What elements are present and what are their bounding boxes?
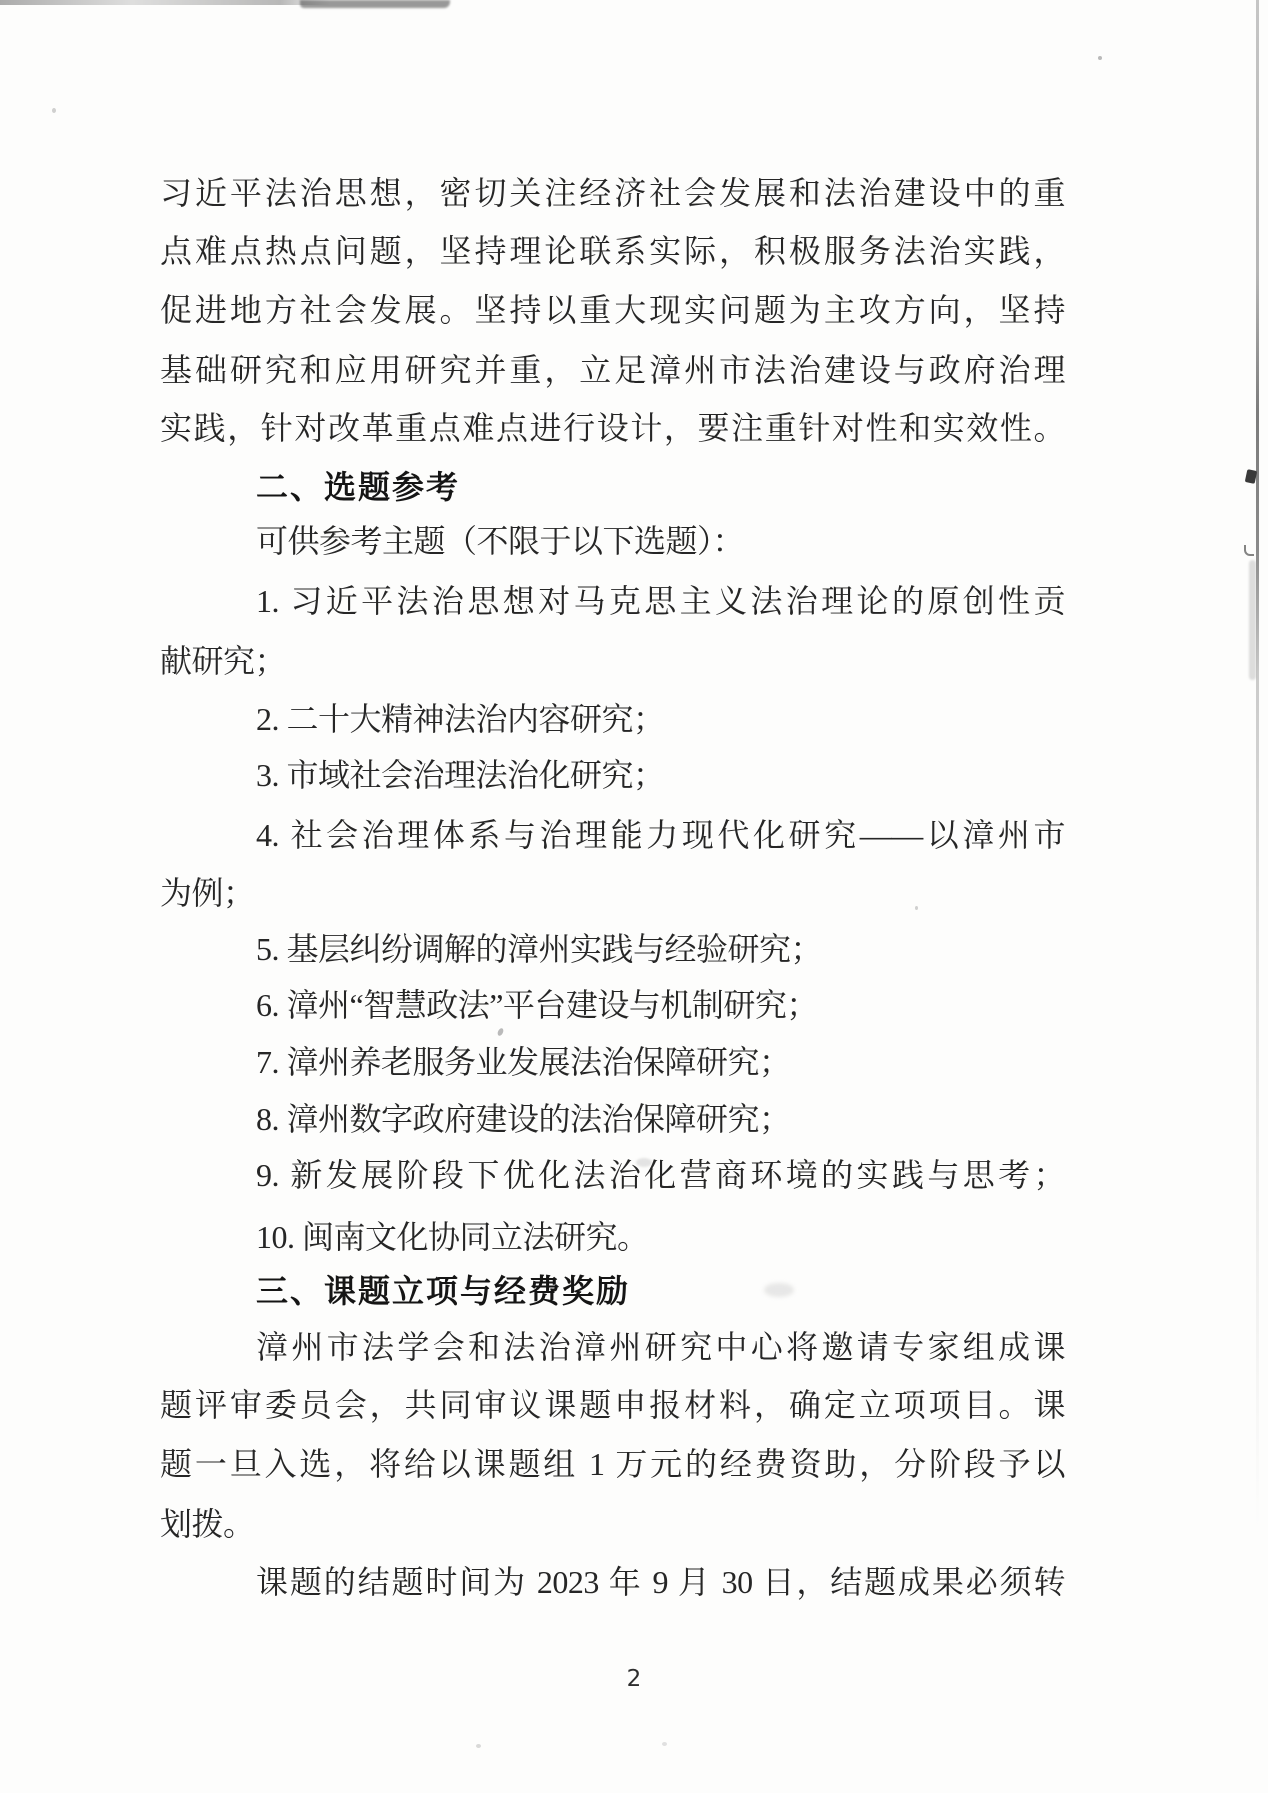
list-item-1: 1. 习近平法治思想对马克思主义法治理论的原创性贡 [256,583,1065,619]
section-heading-2: 二、选题参考 [256,469,461,505]
list-item-6: 6. 漳州“智慧政法”平台建设与机制研究； [256,987,818,1023]
page-number: 2 [626,1666,642,1692]
list-item-8: 8. 漳州数字政府建设的法治保障研究； [256,1101,791,1137]
list-item-4: 4. 社会治理体系与治理能力现代化研究——以漳州市 [256,817,1065,853]
text-line: 基础研究和应用研究并重，立足漳州市法治建设与政府治理 [160,352,1065,388]
text-line: 漳州市法学会和法治漳州研究中心将邀请专家组成课 [256,1329,1065,1365]
text-line: 为例； [160,875,255,911]
scan-speck-artifact [1098,56,1102,60]
scan-speck-artifact [497,1027,505,1036]
scan-top-blob-artifact [300,0,450,8]
text-line: 实践，针对改革重点难点进行设计，要注重针对性和实效性。 [160,410,1065,446]
list-item-3: 3. 市域社会治理法治化研究； [256,757,665,793]
scan-speck-artifact [476,1744,481,1748]
text-line: 习近平法治思想，密切关注经济社会发展和法治建设中的重 [160,175,1065,211]
list-item-7: 7. 漳州养老服务业发展法治保障研究； [256,1044,791,1080]
text-line: 题一旦入选，将给以课题组 1 万元的经费资助，分阶段予以 [160,1446,1065,1482]
text-line: 可供参考主题（不限于以下选题）： [256,523,745,559]
section-heading-3: 三、课题立项与经费奖励 [256,1273,631,1309]
scan-speck-artifact [52,108,56,113]
scan-ink-blob-artifact [1245,469,1257,484]
list-item-9: 9. 新发展阶段下优化法治化营商环境的实践与思考； [256,1157,1065,1193]
text-line: 划拨。 [160,1506,255,1542]
list-item-5: 5. 基层纠纷调解的漳州实践与经验研究； [256,931,823,967]
text-line: 点难点热点问题，坚持理论联系实际，积极服务法治实践， [160,233,1065,269]
text-line: 题评审委员会，共同审议课题申报材料，确定立项项目。课 [160,1387,1065,1423]
scan-speck-artifact [662,1742,667,1746]
scan-smear-artifact [1249,560,1256,680]
text-line: 献研究； [160,643,287,679]
scan-mark-artifact [1244,545,1254,556]
list-item-2: 2. 二十大精神法治内容研究； [256,701,665,737]
text-line: 课题的结题时间为 2023 年 9 月 30 日，结题成果必须转 [256,1564,1065,1600]
scan-edge-line-artifact [1256,0,1259,1530]
list-item-10: 10. 闽南文化协同立法研究。 [256,1219,649,1255]
scan-top-streak-artifact [0,0,330,5]
text-line: 促进地方社会发展。坚持以重大现实问题为主攻方向，坚持 [160,292,1065,328]
